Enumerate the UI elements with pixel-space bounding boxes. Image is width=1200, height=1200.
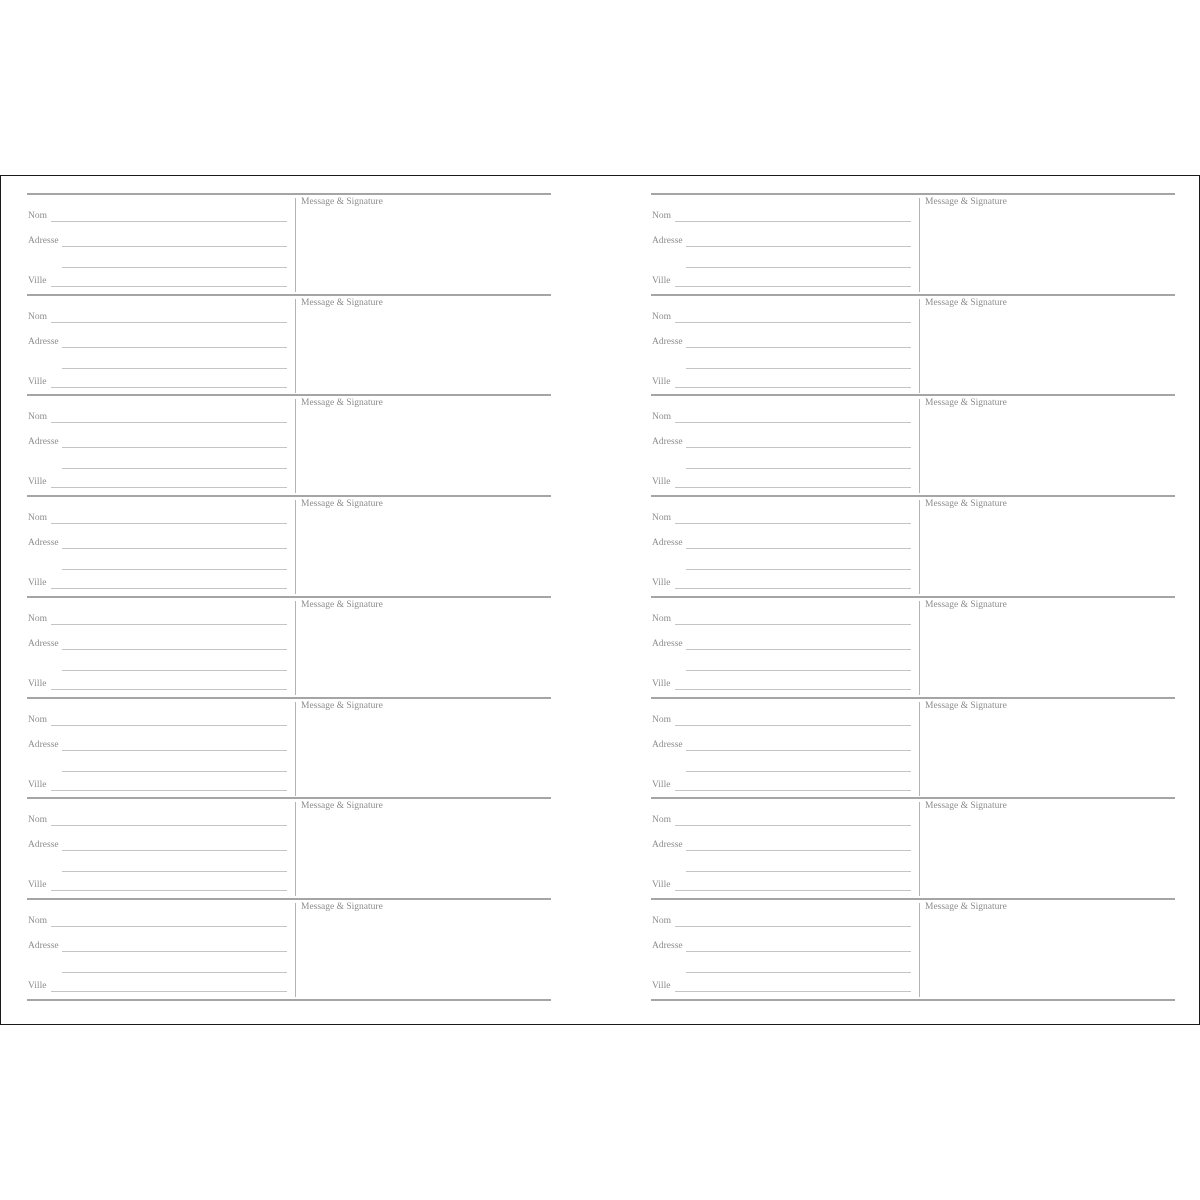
name-label: Nom — [652, 513, 671, 524]
city-line[interactable] — [51, 487, 287, 488]
guest-entry — [27, 294, 551, 394]
address-label: Adresse — [28, 538, 59, 549]
name-label: Nom — [28, 211, 47, 221]
address-line[interactable] — [62, 447, 287, 448]
address-label: Adresse — [28, 336, 59, 347]
city-line[interactable] — [51, 790, 287, 791]
address-label: Adresse — [652, 437, 683, 448]
name-label: Nom — [28, 613, 47, 624]
guest-entry — [27, 495, 551, 595]
guest-entry — [651, 898, 1175, 998]
address-line-2[interactable] — [62, 368, 287, 369]
address-line-2[interactable] — [62, 771, 287, 772]
guest-entry — [651, 495, 1175, 595]
city-label: Ville — [28, 980, 47, 991]
name-label: Nom — [28, 915, 47, 926]
column-divider — [919, 903, 920, 997]
name-line[interactable] — [675, 322, 911, 323]
address-label: Adresse — [652, 638, 683, 649]
address-line[interactable] — [62, 548, 287, 549]
city-line[interactable] — [675, 890, 911, 891]
column-divider — [295, 299, 296, 393]
guest-entry — [27, 596, 551, 696]
column-divider — [295, 399, 296, 493]
city-label: Ville — [652, 376, 671, 387]
address-line[interactable] — [62, 750, 287, 751]
name-line[interactable] — [51, 624, 287, 625]
address-line[interactable] — [62, 649, 287, 650]
guest-entry — [651, 697, 1175, 797]
city-label: Ville — [652, 779, 671, 790]
address-label: Adresse — [652, 840, 683, 851]
message-signature-label: Message & Signature — [301, 801, 383, 812]
address-line-2[interactable] — [686, 468, 911, 469]
address-line[interactable] — [62, 951, 287, 952]
address-line[interactable] — [686, 447, 911, 448]
guest-entry — [27, 394, 551, 494]
address-line-2[interactable] — [686, 368, 911, 369]
guest-entry — [651, 193, 1175, 293]
address-line[interactable] — [686, 548, 911, 549]
address-line-2[interactable] — [686, 771, 911, 772]
name-line[interactable] — [51, 221, 287, 222]
name-label: Nom — [28, 412, 47, 423]
address-label: Adresse — [28, 840, 59, 851]
city-line[interactable] — [675, 487, 911, 488]
guest-entry — [651, 596, 1175, 696]
address-label: Adresse — [28, 437, 59, 448]
message-signature-label: Message & Signature — [925, 801, 1007, 812]
address-label: Adresse — [652, 940, 683, 951]
address-label: Adresse — [28, 236, 59, 246]
address-label: Adresse — [652, 236, 683, 246]
message-signature-label: Message & Signature — [301, 901, 383, 912]
city-label: Ville — [28, 880, 47, 891]
city-line[interactable] — [51, 890, 287, 891]
name-line[interactable] — [51, 322, 287, 323]
column-divider — [919, 500, 920, 594]
column-divider — [295, 802, 296, 896]
city-line[interactable] — [51, 991, 287, 992]
address-line-2[interactable] — [62, 972, 287, 973]
address-line-2[interactable] — [62, 267, 287, 268]
name-label: Nom — [28, 714, 47, 725]
message-signature-label: Message & Signature — [301, 499, 383, 510]
name-line[interactable] — [675, 422, 911, 423]
city-line[interactable] — [675, 387, 911, 388]
address-label: Adresse — [652, 538, 683, 549]
name-label: Nom — [652, 915, 671, 926]
name-line[interactable] — [675, 624, 911, 625]
message-signature-label: Message & Signature — [301, 297, 383, 308]
guest-entry — [27, 797, 551, 897]
name-line[interactable] — [675, 725, 911, 726]
address-line-2[interactable] — [62, 670, 287, 671]
city-label: Ville — [28, 376, 47, 387]
city-label: Ville — [28, 578, 47, 589]
guest-entry — [27, 697, 551, 797]
address-label: Adresse — [652, 336, 683, 347]
city-label: Ville — [652, 477, 671, 488]
address-line-2[interactable] — [62, 871, 287, 872]
address-line[interactable] — [686, 750, 911, 751]
address-line-2[interactable] — [686, 569, 911, 570]
column-divider — [919, 802, 920, 896]
column-divider — [295, 903, 296, 997]
city-label: Ville — [28, 779, 47, 790]
guest-entry — [651, 797, 1175, 897]
address-line[interactable] — [686, 347, 911, 348]
name-line[interactable] — [675, 221, 911, 222]
city-line[interactable] — [51, 387, 287, 388]
name-label: Nom — [28, 311, 47, 322]
message-signature-label: Message & Signature — [925, 499, 1007, 510]
name-label: Nom — [652, 311, 671, 322]
name-label: Nom — [652, 613, 671, 624]
column-divider — [919, 601, 920, 695]
city-label: Ville — [652, 678, 671, 689]
name-line[interactable] — [51, 825, 287, 826]
address-line[interactable] — [62, 246, 287, 247]
guest-entry — [651, 394, 1175, 494]
message-signature-label: Message & Signature — [301, 700, 383, 711]
address-label: Adresse — [28, 940, 59, 951]
message-signature-label: Message & Signature — [925, 700, 1007, 711]
city-label: Ville — [652, 880, 671, 891]
address-line-2[interactable] — [686, 670, 911, 671]
city-line[interactable] — [51, 588, 287, 589]
column-divider — [295, 500, 296, 594]
message-signature-label: Message & Signature — [301, 398, 383, 409]
city-line[interactable] — [675, 790, 911, 791]
city-label: Ville — [652, 276, 671, 286]
address-line-2[interactable] — [62, 569, 287, 570]
column-divider — [919, 299, 920, 393]
column-divider — [295, 702, 296, 796]
column-divider — [295, 198, 296, 292]
name-label: Nom — [652, 412, 671, 423]
address-line[interactable] — [686, 850, 911, 851]
address-line-2[interactable] — [686, 972, 911, 973]
name-line[interactable] — [51, 422, 287, 423]
city-line[interactable] — [51, 689, 287, 690]
address-line[interactable] — [62, 850, 287, 851]
address-line-2[interactable] — [686, 267, 911, 268]
city-label: Ville — [28, 276, 47, 286]
city-line[interactable] — [675, 689, 911, 690]
column-divider — [919, 399, 920, 493]
name-line[interactable] — [675, 825, 911, 826]
name-line[interactable] — [51, 725, 287, 726]
address-line[interactable] — [686, 951, 911, 952]
name-line[interactable] — [675, 523, 911, 524]
name-line[interactable] — [51, 926, 287, 927]
message-signature-label: Message & Signature — [301, 197, 383, 207]
city-line[interactable] — [675, 588, 911, 589]
bottom-rule — [651, 999, 1175, 1001]
message-signature-label: Message & Signature — [925, 398, 1007, 409]
name-line[interactable] — [51, 523, 287, 524]
city-label: Ville — [652, 980, 671, 991]
message-signature-label: Message & Signature — [925, 197, 1007, 207]
city-line[interactable] — [51, 286, 287, 287]
address-line[interactable] — [62, 347, 287, 348]
guestbook-spread — [0, 175, 1200, 1025]
name-label: Nom — [28, 513, 47, 524]
message-signature-label: Message & Signature — [925, 901, 1007, 912]
message-signature-label: Message & Signature — [301, 599, 383, 610]
city-line[interactable] — [675, 286, 911, 287]
bottom-rule — [27, 999, 551, 1001]
guest-entry — [27, 193, 551, 293]
city-label: Ville — [28, 477, 47, 488]
column-divider — [295, 601, 296, 695]
city-line[interactable] — [675, 991, 911, 992]
address-line[interactable] — [686, 649, 911, 650]
address-label: Adresse — [652, 739, 683, 750]
address-line-2[interactable] — [686, 871, 911, 872]
guest-entry — [651, 294, 1175, 394]
city-label: Ville — [652, 578, 671, 589]
column-divider — [919, 702, 920, 796]
name-label: Nom — [652, 815, 671, 826]
name-label: Nom — [28, 815, 47, 826]
column-divider — [919, 198, 920, 292]
address-label: Adresse — [28, 638, 59, 649]
guest-entry — [27, 898, 551, 998]
name-label: Nom — [652, 211, 671, 221]
name-line[interactable] — [675, 926, 911, 927]
message-signature-label: Message & Signature — [925, 599, 1007, 610]
address-line-2[interactable] — [62, 468, 287, 469]
message-signature-label: Message & Signature — [925, 297, 1007, 308]
city-label: Ville — [28, 678, 47, 689]
address-label: Adresse — [28, 739, 59, 750]
name-label: Nom — [652, 714, 671, 725]
address-line[interactable] — [686, 246, 911, 247]
